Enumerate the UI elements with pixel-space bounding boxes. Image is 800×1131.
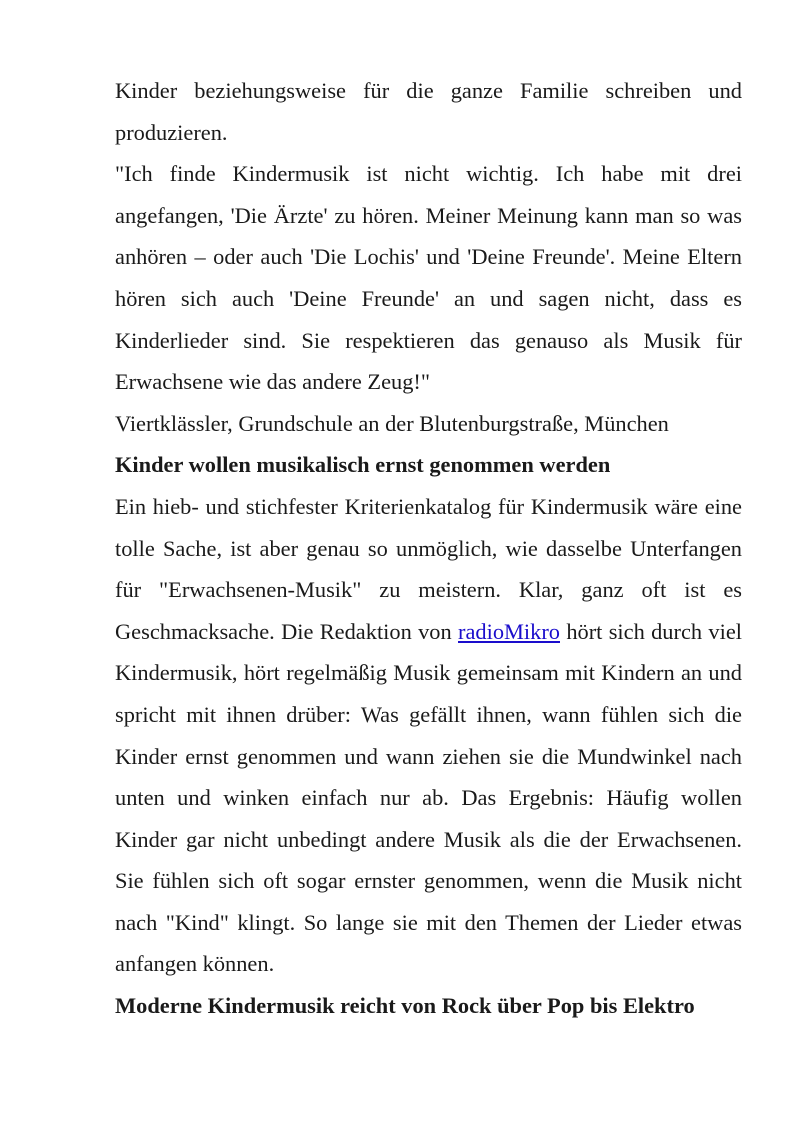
body-text-after-link: hört sich durch viel Kindermusik, hört regelmäßig Musik gemeinsam mit Kindern an und spricht mit ihnen drüber: Was gefällt ihnen, wann fühlen sich die Kinder ernst genommen und wann ziehen sie die Mundwinkel nach unten und winken einfach nur ab. Das Ergebnis: Häufig wollen Kinder gar nicht unbedingt andere Musik als die der Erwachsenen. Sie fühlen sich oft sogar ernster genommen, wenn die Musik nicht nach "Kind" klingt. So lange sie mit den Themen der Lieder etwas anfangen können. [115, 618, 742, 977]
intro-paragraph: Kinder beziehungsweise für die ganze Familie schreiben und produzieren. [115, 78, 742, 145]
quote-attribution: Viertklässler, Grundschule an der Blutenburgstraße, München [115, 410, 669, 436]
document-page [115, 70, 742, 1027]
section-heading-modern: Moderne Kindermusik reicht von Rock über Pop bis Elektro [115, 993, 695, 1019]
radiomikro-link[interactable]: radioMikro [458, 618, 560, 644]
child-quote: "Ich finde Kindermusik ist nicht wichtig. Ich habe mit drei angefangen, 'Die Ärzte' zu hören. Meiner Meinung kann man so was anhören – oder auch 'Die Lochis' und 'Deine Freunde'. Meine Eltern hören sich auch 'Deine Freunde' an und sagen nicht, dass es Kinderlieder sind. Sie respektieren das genauso als Musik für Erwachsene wie das andere Zeug!" [115, 161, 742, 395]
section-heading-serious: Kinder wollen musikalisch ernst genommen werden [115, 452, 611, 478]
body-text-before-link: Ein hieb- und stichfester Kriterienkatalog für Kindermusik wäre eine tolle Sache, ist aber genau so unmöglich, wie dasselbe Unterfangen für "Erwachsenen-Musik" zu meistern. Klar, ganz oft ist es Geschmacksache. Die Redaktion von [115, 493, 742, 644]
body-paragraph [115, 486, 742, 985]
